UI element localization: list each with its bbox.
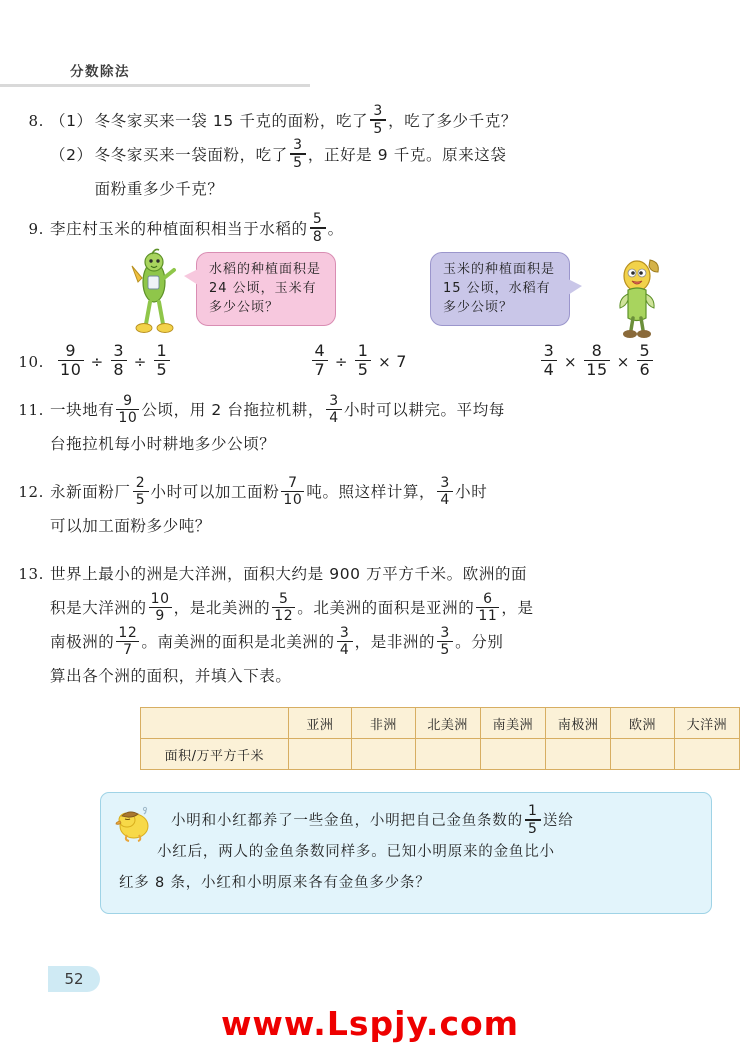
- fraction-denominator: 10: [118, 410, 138, 427]
- problem-10: [0, 341, 740, 380]
- problem-10-expression-1: [56, 341, 172, 380]
- text-run: 世界上最小的洲是大洋洲，面积大约是 900 万平方千米。欧洲的面: [50, 565, 528, 584]
- problem-11-number: 11.: [18, 401, 44, 420]
- problem-8: [0, 104, 740, 206]
- think-box-line3: 红多 8 条，小红和小明原来各有金鱼多少条？: [119, 874, 431, 891]
- table-cell-africa-area[interactable]: [352, 739, 415, 770]
- text-run: 小明和小红都养了一些金鱼，小明把自己金鱼条数的: [171, 812, 523, 829]
- text-run: 一块地有: [50, 401, 115, 420]
- text-run: 。南美洲的面积是北美洲的: [141, 633, 335, 652]
- fraction-denominator: 4: [440, 492, 450, 509]
- fraction: [133, 476, 149, 507]
- fraction: [584, 343, 610, 378]
- problem-8-item-1-text: [95, 104, 740, 138]
- fraction: [337, 626, 353, 657]
- fraction-denominator: 9: [155, 608, 165, 625]
- fraction: [370, 104, 386, 135]
- math-operator: ×: [616, 352, 630, 371]
- problem-11-line1: [50, 393, 740, 427]
- fraction-numerator: 3: [329, 392, 339, 409]
- math-operator: ×: [378, 352, 392, 371]
- fraction-numerator: 1: [357, 341, 369, 360]
- text-run: 冬冬家买来一袋 15 千克的面粉，吃了: [94, 112, 369, 130]
- text-run: ，是北美洲的: [173, 599, 271, 618]
- problem-13-line1: [50, 557, 740, 591]
- fraction-numerator: 10: [150, 590, 170, 607]
- fraction-numerator: 1: [528, 803, 538, 820]
- fraction: [525, 804, 541, 835]
- text-run: 。北美洲的面积是亚洲的: [297, 599, 475, 618]
- fraction-denominator: 4: [329, 410, 339, 427]
- fraction-numerator: 2: [135, 474, 146, 491]
- fraction: [541, 343, 557, 378]
- fraction-denominator: 10: [283, 492, 303, 509]
- page-number: 52: [48, 966, 100, 992]
- fraction-numerator: 8: [591, 341, 603, 360]
- fraction-numerator: 3: [113, 341, 125, 360]
- fraction-denominator: 5: [528, 820, 538, 837]
- fraction-numerator: 9: [65, 341, 77, 360]
- problem-8-number: 8.: [28, 112, 44, 130]
- text-run: 。分别: [455, 633, 504, 652]
- fraction-denominator: 4: [543, 360, 555, 380]
- problem-9-illustration-row: [0, 248, 740, 340]
- problem-13-line2: [50, 591, 740, 625]
- fraction-numerator: 3: [543, 341, 555, 360]
- text-run: 吨。照这样计算，: [306, 483, 436, 502]
- fraction-denominator: 4: [339, 642, 350, 659]
- fraction-numerator: 7: [288, 474, 298, 491]
- areas-table-wrapper: [0, 707, 740, 770]
- problem-13-number: 13.: [18, 565, 44, 584]
- table-col-north-america: 北美洲: [415, 708, 480, 739]
- fraction-numerator: 3: [440, 624, 450, 641]
- fraction-denominator: 5: [293, 154, 303, 171]
- fraction-numerator: 3: [373, 103, 383, 120]
- problem-9-lead: [0, 212, 740, 246]
- think-box-line1: [119, 805, 693, 836]
- problem-8-item-2-text: [95, 138, 740, 206]
- fraction: [272, 592, 295, 623]
- fraction-denominator: 11: [478, 608, 498, 625]
- fraction-denominator: 6: [639, 360, 651, 380]
- fraction-denominator: 5: [135, 492, 146, 509]
- text-run: 小时可以加工面粉: [150, 483, 280, 502]
- chapter-title: 分数除法: [70, 64, 130, 80]
- problem-8-item-2-line2: 面粉重多少千克？: [94, 180, 224, 198]
- text-run: 积是大洋洲的: [50, 599, 147, 618]
- fraction-numerator: 9: [123, 392, 133, 409]
- text-run: 永新面粉厂: [50, 483, 131, 502]
- math-operator: ÷: [90, 352, 104, 371]
- problem-10-number: 10.: [18, 352, 44, 371]
- problem-8-item-1: [0, 104, 740, 138]
- text-run: ，是: [501, 599, 534, 618]
- table-col-south-america: 南美洲: [480, 708, 545, 739]
- math-number: 7: [396, 351, 408, 371]
- table-corner-cell: [141, 708, 289, 739]
- fraction: [58, 343, 84, 378]
- table-col-oceania: 大洋洲: [674, 708, 739, 739]
- site-watermark: www.Lspjy.com: [220, 1004, 520, 1043]
- fraction-denominator: 7: [123, 642, 133, 659]
- table-cell-asia-area[interactable]: [288, 739, 351, 770]
- fraction: [281, 476, 304, 507]
- speech-bubble-right: 玉米的种植面积是 15 公顷，水稻有多少公顷？: [430, 252, 570, 326]
- fraction-denominator: 8: [312, 228, 323, 245]
- text-run: 。: [327, 220, 344, 238]
- problem-8-item-1-label: （1）: [50, 112, 93, 130]
- pea-character-icon: [128, 248, 180, 336]
- fraction: [437, 476, 453, 507]
- fraction-denominator: 15: [586, 360, 608, 380]
- text-run: 李庄村玉米的种植面积相当于水稻的: [50, 220, 308, 238]
- problem-9-number: 9.: [28, 220, 44, 238]
- problem-8-number-spacer: [0, 138, 50, 172]
- corn-character-icon: [610, 252, 662, 340]
- problem-11: [0, 393, 740, 461]
- problem-10-expression-3: [539, 341, 655, 380]
- speech-bubble-left: 水稻的种植面积是 24 公顷，玉米有多少公顷？: [196, 252, 336, 326]
- areas-table: [140, 707, 740, 770]
- table-cell-north-america-area[interactable]: [415, 739, 480, 770]
- fraction-denominator: 7: [314, 360, 326, 380]
- fraction-numerator: 5: [312, 211, 323, 228]
- fraction: [326, 394, 342, 425]
- table-cell-south-america-area[interactable]: [480, 739, 545, 770]
- fraction-numerator: 3: [339, 624, 350, 641]
- text-run: ，是非洲的: [354, 633, 436, 652]
- fraction-numerator: 4: [314, 341, 326, 360]
- problem-13-line4: 算出各个洲的面积，并填入下表。: [50, 667, 292, 686]
- problem-12-line1: [50, 475, 740, 509]
- problem-8-item-2: [0, 138, 740, 206]
- problem-12-line2: 可以加工面粉多少吨？: [50, 517, 212, 536]
- problem-10-expression-2: [310, 341, 408, 380]
- fraction-numerator: 1: [156, 341, 168, 360]
- problem-8-item-2-line1: [95, 138, 740, 172]
- fraction-denominator: 5: [373, 120, 383, 137]
- think-box-line2: 小红后，两人的金鱼条数同样多。已知小明原来的金鱼比小: [157, 843, 555, 860]
- fraction: [476, 592, 499, 623]
- fraction: [312, 343, 328, 378]
- text-run: 冬冬家买来一袋面粉，吃了: [94, 146, 288, 164]
- fraction-numerator: 5: [278, 590, 289, 607]
- table-header-row: [141, 708, 740, 739]
- fraction-denominator: 8: [113, 360, 125, 380]
- text-run: 送给: [542, 812, 574, 829]
- problem-12-number: 12.: [18, 483, 44, 502]
- fraction-numerator: 12: [118, 624, 138, 641]
- problem-12: [0, 475, 740, 543]
- table-col-antarctica: 南极洲: [546, 708, 611, 739]
- text-run: 公顷，用 2 台拖拉机耕，: [141, 401, 324, 420]
- table-cell-oceania-area[interactable]: [674, 739, 739, 770]
- fraction: [637, 343, 653, 378]
- problem-13-line3: [50, 625, 740, 659]
- text-run: 小时: [455, 483, 488, 502]
- fraction: [437, 626, 453, 657]
- fraction: [116, 626, 139, 657]
- problem-13: [0, 557, 740, 693]
- text-run: ，吃了多少千克？: [388, 112, 517, 130]
- problem-8-item-2-label: （2）: [50, 146, 93, 164]
- math-operator: ÷: [334, 352, 349, 371]
- table-cell-antarctica-area[interactable]: [546, 739, 611, 770]
- text-run: 小时可以耕完。平均每: [343, 401, 505, 420]
- table-cell-europe-area[interactable]: [611, 739, 674, 770]
- table-row: [141, 739, 740, 770]
- math-operator: ×: [564, 352, 578, 371]
- fraction: [149, 592, 172, 623]
- fraction-numerator: 3: [293, 137, 303, 154]
- page-content: [0, 104, 740, 914]
- fraction: [310, 212, 326, 243]
- think-box: [100, 792, 712, 913]
- math-operator: ÷: [133, 352, 147, 371]
- header-divider: [0, 84, 310, 87]
- problem-9-lead-text: [50, 212, 740, 246]
- table-col-africa: 非洲: [352, 708, 415, 739]
- fraction-denominator: 10: [60, 360, 82, 380]
- text-run: 南极洲的: [50, 633, 115, 652]
- fraction-numerator: 5: [639, 341, 651, 360]
- table-col-europe: 欧洲: [611, 708, 674, 739]
- table-col-asia: 亚洲: [288, 708, 351, 739]
- fraction: [290, 138, 306, 169]
- problem-9: [0, 212, 740, 246]
- fraction-denominator: 5: [156, 360, 168, 380]
- fraction: [111, 343, 127, 378]
- fraction-denominator: 5: [440, 642, 450, 659]
- fraction-denominator: 12: [274, 608, 294, 625]
- problem-11-line2: 台拖拉机每小时耕地多少公顷？: [50, 435, 276, 454]
- fraction-numerator: 3: [440, 474, 450, 491]
- fraction: [116, 394, 139, 425]
- fraction-numerator: 6: [483, 590, 493, 607]
- fraction: [355, 343, 371, 378]
- table-row-label-area: 面积/万平方千米: [141, 739, 289, 770]
- chick-thinking-icon: [113, 803, 157, 843]
- text-run: ，正好是 9 千克。原来这袋: [307, 146, 507, 164]
- fraction: [154, 343, 170, 378]
- fraction-denominator: 5: [357, 360, 369, 380]
